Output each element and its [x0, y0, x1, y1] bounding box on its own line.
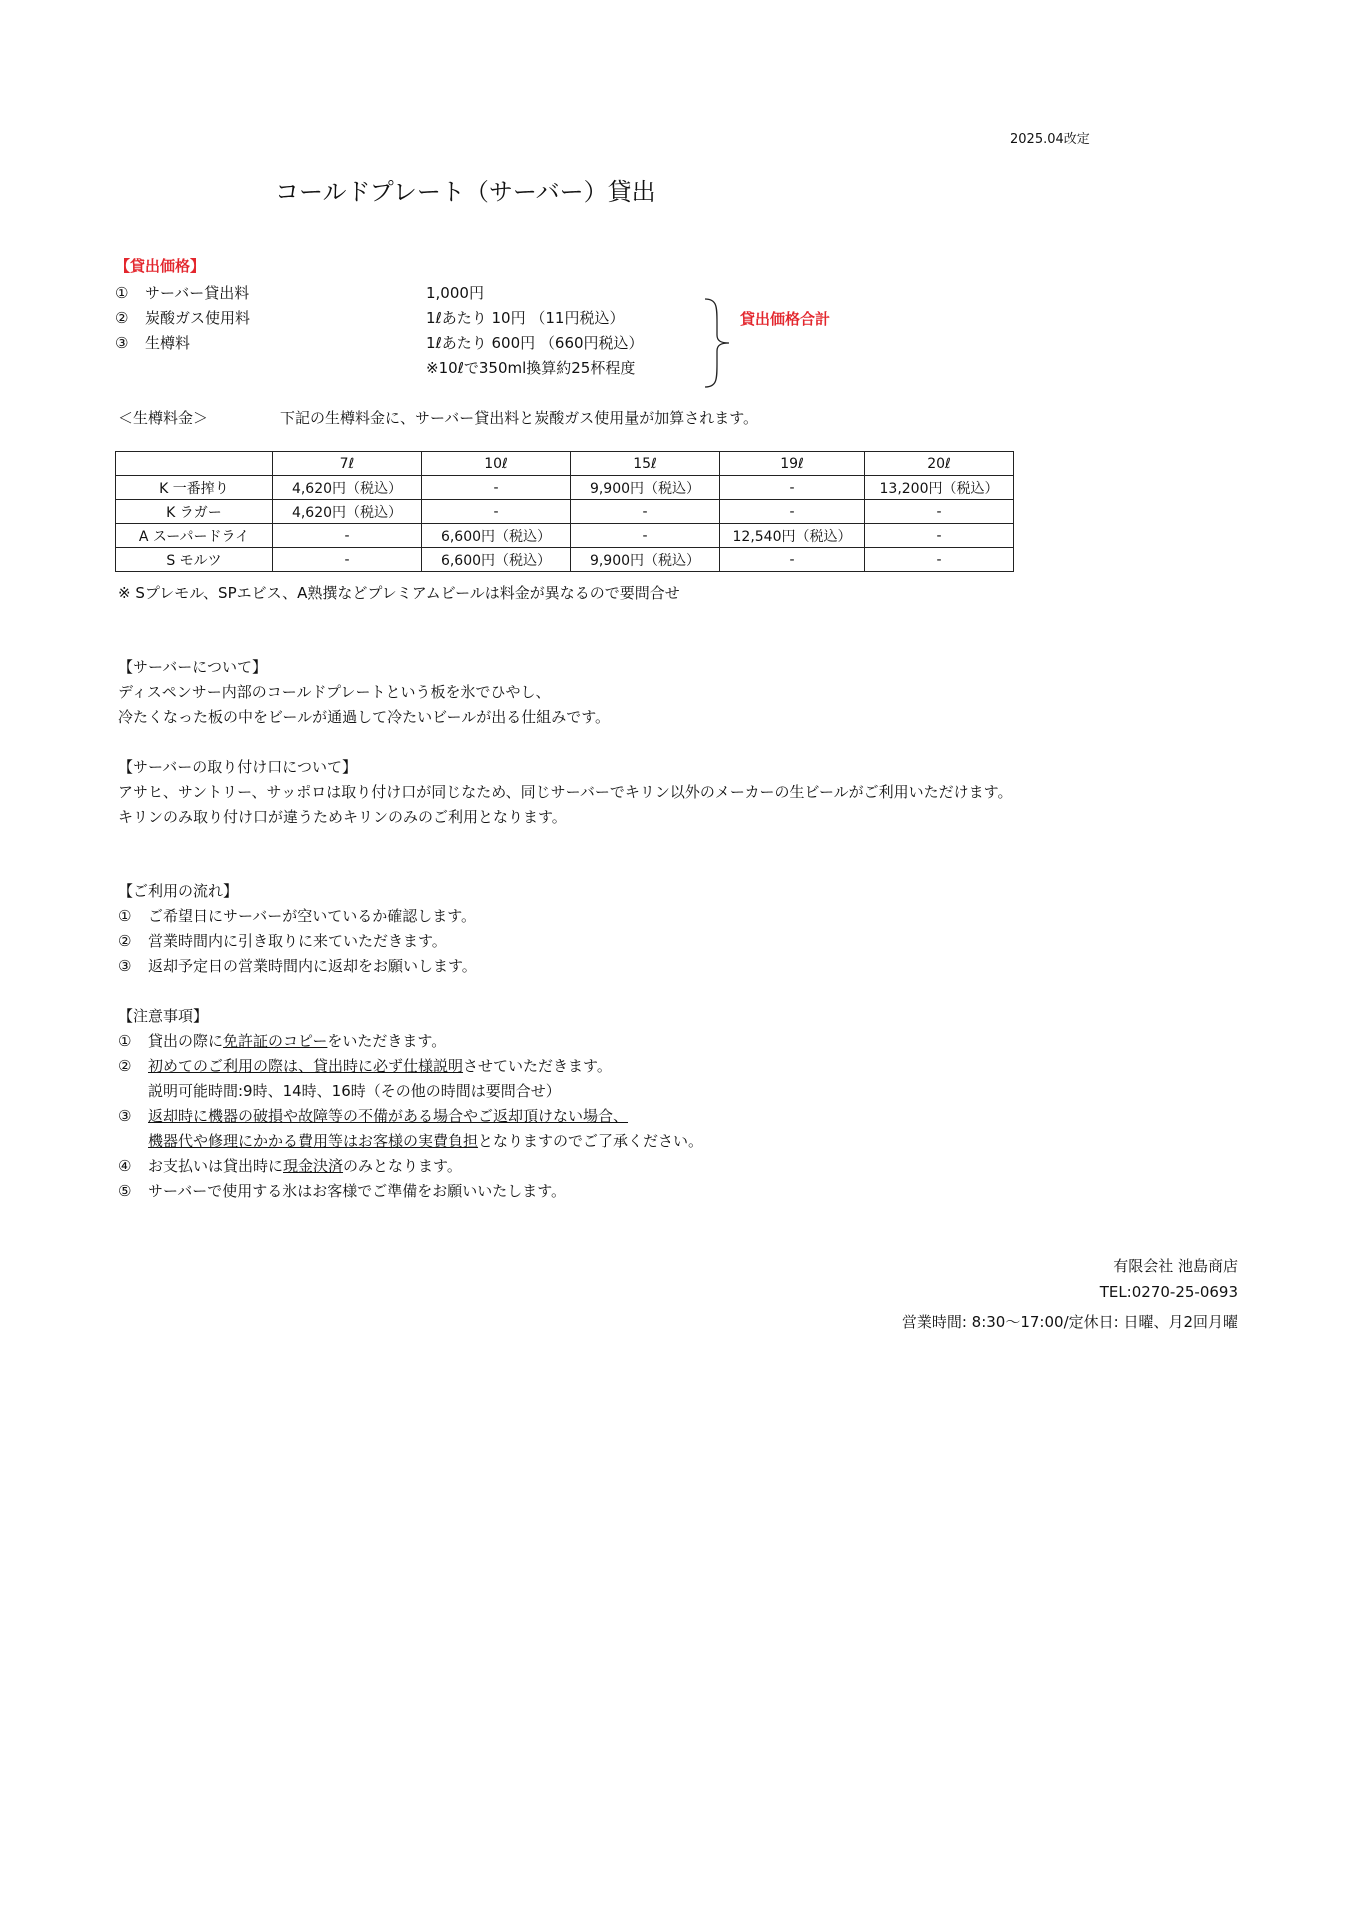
header-cell: 20ℓ	[865, 452, 1014, 476]
note-underlined-text: 初めてのご利用の際は、貸出時に必ず仕様説明	[148, 1057, 464, 1075]
table-cell: -	[720, 548, 865, 572]
page-title: コールドプレート（サーバー）貸出	[275, 178, 656, 206]
table-row	[116, 548, 1014, 572]
company-tel: TEL:0270-25-0693	[1099, 1283, 1238, 1301]
table-row	[116, 500, 1014, 524]
item-number: ①	[118, 1032, 132, 1050]
note-text: となりますのでご了承ください。	[478, 1132, 704, 1150]
header-cell	[116, 452, 273, 476]
note-item-5	[118, 1180, 566, 1201]
note-item-3	[118, 1105, 628, 1126]
table-cell: 13,200円（税込）	[865, 476, 1014, 500]
server-line-1: ディスペンサー内部のコールドプレートという板を氷でひやし、	[118, 683, 551, 701]
company-name: 有限会社 池島商店	[1113, 1257, 1238, 1275]
flow-text: ご希望日にサーバーが空いているか確認します。	[148, 907, 477, 925]
table-header-row	[116, 452, 1014, 476]
item-number: ⑤	[118, 1182, 132, 1200]
table-cell: 9,900円（税込）	[571, 548, 720, 572]
flow-text: 返却予定日の営業時間内に返却をお願いします。	[148, 957, 477, 975]
note-item-2	[118, 1055, 612, 1076]
header-cell: 7ℓ	[273, 452, 422, 476]
keg-heading: ＜生樽料金＞	[118, 409, 209, 427]
item-label: 生樽料	[145, 334, 191, 352]
server-heading: 【サーバーについて】	[118, 658, 267, 676]
note-item-2-sub: 説明可能時間:9時、14時、16時（その他の時間は要問合せ）	[148, 1082, 561, 1100]
pricing-item-keg	[115, 332, 190, 353]
note-text: 貸出の際に	[148, 1032, 224, 1050]
keg-description: 下記の生樽料金に、サーバー貸出料と炭酸ガス使用量が加算されます。	[280, 409, 759, 427]
pricing-value-server: 1,000円	[426, 284, 484, 302]
table-cell: -	[865, 500, 1014, 524]
keg-price-table	[115, 451, 1014, 572]
table-cell: -	[720, 500, 865, 524]
flow-item	[118, 930, 447, 951]
table-cell: -	[273, 548, 422, 572]
flow-text: 営業時間内に引き取りに来ていただきます。	[148, 932, 447, 950]
header-cell: 19ℓ	[720, 452, 865, 476]
note-underlined-text: 現金決済	[283, 1157, 344, 1175]
item-label: 炭酸ガス使用料	[145, 309, 251, 327]
header-cell: 10ℓ	[422, 452, 571, 476]
server-line-2: 冷たくなった板の中をビールが通過して冷たいビールが出る仕組みです。	[118, 708, 611, 726]
table-cell: 6,600円（税込）	[422, 524, 571, 548]
item-number: ②	[115, 309, 129, 327]
item-number: ①	[118, 907, 132, 925]
table-cell: S モルツ	[116, 548, 273, 572]
table-cell: 6,600円（税込）	[422, 548, 571, 572]
pricing-item-server	[115, 282, 249, 303]
item-number: ③	[115, 334, 129, 352]
item-number: ②	[118, 932, 132, 950]
pricing-value-keg: 1ℓあたり 600円 （660円税込）	[426, 334, 644, 352]
note-item-1	[118, 1030, 446, 1051]
pricing-note: ※10ℓで350ml換算約25杯程度	[426, 359, 636, 377]
table-cell: K ラガー	[116, 500, 273, 524]
table-cell: -	[720, 476, 865, 500]
company-hours: 営業時間: 8:30〜17:00/定休日: 日曜、月2回月曜	[901, 1313, 1238, 1331]
pricing-item-gas	[115, 307, 250, 328]
right-brace	[703, 297, 735, 389]
item-number: ①	[115, 284, 129, 302]
flow-item	[118, 955, 477, 976]
item-number: ③	[118, 1107, 132, 1125]
table-footnote: ※ Sプレモル、SPエビス、A熟撰などプレミアムビールは料金が異なるので要問合せ	[118, 584, 680, 602]
item-number: ③	[118, 957, 132, 975]
table-cell: K 一番搾り	[116, 476, 273, 500]
table-cell: -	[865, 548, 1014, 572]
table-cell: -	[422, 500, 571, 524]
note-text: をいただきます。	[327, 1032, 447, 1050]
note-text: させていただきます。	[463, 1057, 612, 1075]
table-row	[116, 524, 1014, 548]
fitting-line-1: アサヒ、サントリー、サッポロは取り付け口が同じなため、同じサーバーでキリン以外のメーカーの生ビールがご利用いただけます。	[118, 783, 1013, 801]
table-cell: A スーパードライ	[116, 524, 273, 548]
note-underlined-text: 機器代や修理にかかる費用等はお客様の実費負担	[148, 1132, 479, 1150]
header-cell: 15ℓ	[571, 452, 720, 476]
note-underlined-text: 返却時に機器の破損や故障等の不備がある場合やご返却頂けない場合、	[148, 1107, 629, 1125]
note-item-4	[118, 1155, 462, 1176]
table-cell: 12,540円（税込）	[720, 524, 865, 548]
table-cell: 4,620円（税込）	[273, 500, 422, 524]
notes-heading: 【注意事項】	[118, 1007, 209, 1025]
item-number: ④	[118, 1157, 132, 1175]
table-cell: -	[571, 500, 720, 524]
note-text: のみとなります。	[343, 1157, 462, 1175]
note-text: サーバーで使用する氷はお客様でご準備をお願いいたします。	[148, 1182, 567, 1200]
fitting-line-2: キリンのみ取り付け口が違うためキリンのみのご利用となります。	[118, 808, 567, 826]
table-cell: -	[273, 524, 422, 548]
table-cell: 9,900円（税込）	[571, 476, 720, 500]
table-row	[116, 476, 1014, 500]
table-cell: -	[865, 524, 1014, 548]
item-number: ②	[118, 1057, 132, 1075]
fitting-heading: 【サーバーの取り付け口について】	[118, 758, 357, 776]
table-cell: 4,620円（税込）	[273, 476, 422, 500]
pricing-heading: 【貸出価格】	[115, 257, 206, 275]
table-cell: -	[571, 524, 720, 548]
total-price-label: 貸出価格合計	[740, 310, 831, 328]
revision-date: 2025.04改定	[1010, 132, 1090, 147]
flow-item	[118, 905, 476, 926]
pricing-value-gas: 1ℓあたり 10円 （11円税込）	[426, 309, 625, 327]
note-underlined-text: 免許証のコピー	[223, 1032, 328, 1050]
note-item-3-cont	[148, 1130, 703, 1151]
table-cell: -	[422, 476, 571, 500]
item-label: サーバー貸出料	[145, 284, 250, 302]
flow-heading: 【ご利用の流れ】	[118, 882, 239, 900]
note-text: お支払いは貸出時に	[148, 1157, 284, 1175]
